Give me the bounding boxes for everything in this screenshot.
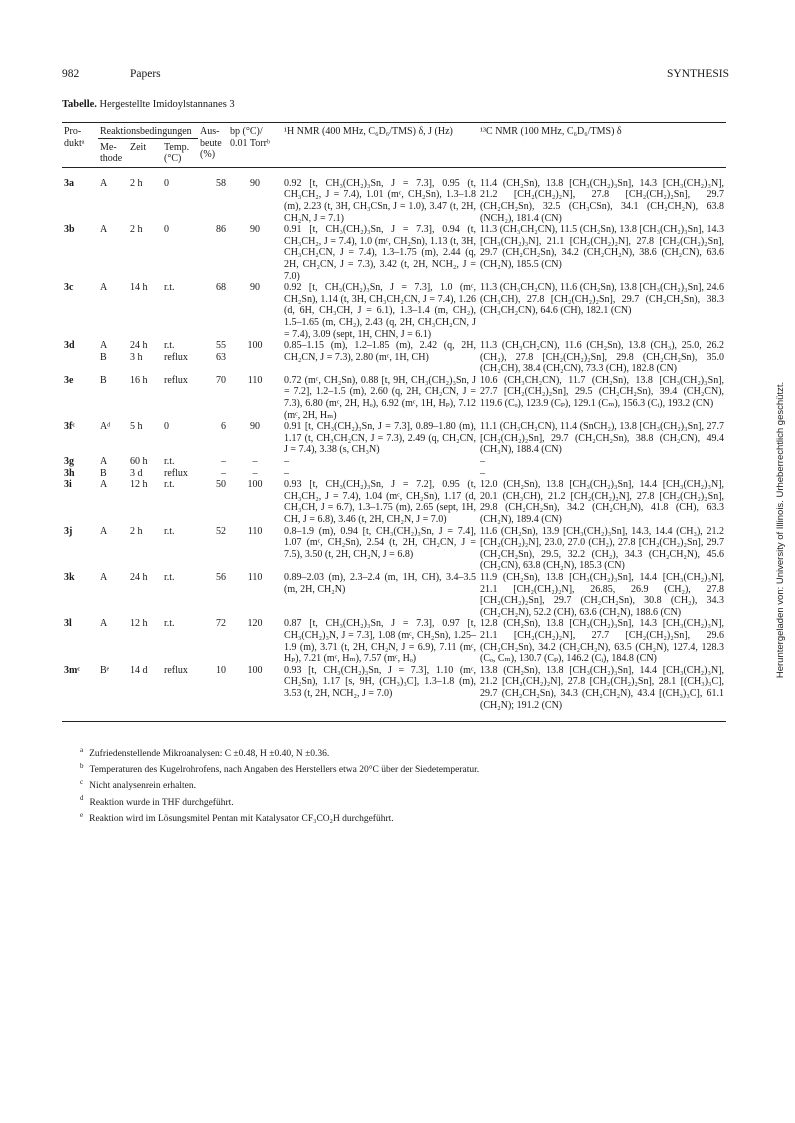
h-nmr-cell: 0.91 [t, CH₃(CH₂)₃Sn, J = 7.3], 0.89–1.80 (m), 1.17 (t, CH₃CH₂CN, J = 7.3), 2.49 (q, CH₂CN, J = 7.4), 3.38 (s, CH₃N) xyxy=(284,421,477,456)
c-nmr-cell: 11.3 (CH₃CH₂CN), 11.6 (CH₂Sn), 13.8 [CH₃(CH₂)₃Sn], 24.6 (CH₃CH), 27.8 [CH₂(CH₂)₂Sn], 29.7 (CH₂CH₂Sn), 38.3 (CH₃CH₂CN), 64.6 (CH), 182.1 (CN) xyxy=(480,282,725,317)
temp-cell: r.t. xyxy=(164,618,175,630)
ausbeute-cell: 68 xyxy=(216,282,227,294)
produkt-cell: 3e xyxy=(64,374,74,386)
footnotes xyxy=(80,744,479,825)
c-nmr-cell: 12.0 (CH₂Sn), 13.8 [CH₃(CH₂)₃Sn], 14.4 [CH₃(CH₂)₃N], 20.1 (CH₃CH), 21.2 [CH₂(CH₂)₂N], 27.8 [CH₂(CH₂)₂Sn], 29.8 (CH₂CH₂Sn), 34.2 (CH₂CH₂N), 41.8 (CH), 63.3 (CH₂N), 189.4 (CN) xyxy=(480,479,725,525)
bp-cell: 90 xyxy=(250,224,261,236)
journal-title: SYNTHESIS xyxy=(667,68,729,80)
footnote xyxy=(80,792,479,808)
h-nmr-cell: 0.92 [t, CH₃(CH₂)₃Sn, J = 7.3], 0.95 (t, CH₃CH₂, J = 7.4), 1.01 (mᶜ, CH₂Sn), 1.3–1.8 (m), 2.23 (t, 3H, CH₃CSn, J = 1.0), 3.47 (t, 2H, CH₂N, J = 7.1) xyxy=(284,177,477,224)
footnote-text: Reaktion wurde in THF durchgeführt. xyxy=(89,797,234,808)
temp-cell: r.t. xyxy=(164,525,175,537)
bp-cell: – xyxy=(252,456,258,468)
h-nmr-cell: 0.72 (mᶜ, CH₂Sn), 0.88 [t, 9H, CH₃(CH₂)₃Sn, J = 7.2], 1.2–1.5 (m), 2.60 (q, 2H, CH₂CN, J = 7.3), 6.80 (mᶜ, 2H, Hₒ), 6.92 (mᶜ, 1H, Hₚ), 7.12 (mᶜ, 2H, Hₘ) xyxy=(284,374,477,421)
methode-cell: A xyxy=(100,282,108,294)
ausbeute-cell: 6 xyxy=(221,421,227,433)
footnote-mark: e xyxy=(80,810,84,819)
temp-cell: 0 xyxy=(164,421,169,433)
zeit-cell: 16 h xyxy=(130,374,148,386)
produkt-cell: 3mᶜ xyxy=(64,664,80,676)
h-nmr-cell: 0.87 [t, CH₃(CH₂)₃Sn, J = 7.3], 0.97 [t, CH₃(CH₂)₃N, J = 7.3], 1.08 (mᶜ, CH₂Sn), 1.25–1.9 (m), 3.71 (t, 2H, CH₂N, J = 6.9), 7.11 (mᶜ, Hₚ), 7.21 (mᶜ, Hₘ), 7.57 (mᶜ, Hₒ) xyxy=(284,618,477,665)
bp-cell: 110 xyxy=(247,571,263,583)
ausbeute-cell: 86 xyxy=(216,224,227,236)
ausbeute-cell: 72 xyxy=(216,618,227,630)
zeit-cell: 2 h xyxy=(130,177,143,189)
methode-cell: A B xyxy=(100,340,108,363)
zeit-cell: 24 h 3 h xyxy=(130,340,148,363)
footnote-mark: b xyxy=(80,762,84,771)
methode-cell: Bᵉ xyxy=(100,664,110,676)
header-bp: bp (°C)/ 0.01 Torrᵇ xyxy=(228,123,282,165)
table-row xyxy=(62,167,726,224)
table-row xyxy=(62,282,726,340)
zeit-cell: 3 d xyxy=(130,467,143,479)
produkt-cell: 3c xyxy=(64,282,74,294)
table-row xyxy=(62,340,726,375)
footnote-mark: d xyxy=(80,794,84,803)
bp-cell: 100 xyxy=(247,664,263,676)
produkt-cell: 3h xyxy=(64,467,75,479)
h-nmr-cell: 0.85–1.15 (m), 1.2–1.85 (m), 2.42 (q, 2H, CH₂CN, J = 7.3), 2.80 (mᶜ, 1H, CH) xyxy=(284,340,477,363)
footnote-text: Zufriedenstellende Mikroanalysen: C ±0.48, H ±0.40, N ±0.36. xyxy=(89,749,330,760)
table-row xyxy=(62,526,726,572)
footnote xyxy=(80,776,479,792)
bp-cell: 90 xyxy=(250,177,261,189)
ausbeute-cell: 50 xyxy=(216,479,227,491)
c-nmr-cell: 11.1 (CH₃CH₂CN), 11.4 (SnCH₂), 13.8 [CH₃(CH₂)₃Sn], 27.7 [CH₂(CH₂)₂Sn], 29.7 (CH₂CH₂Sn), 38.8 (CH₂CN), 49.4 (CH₃N), 188.4 (CN) xyxy=(480,421,725,456)
temp-cell: r.t. reflux xyxy=(164,340,188,363)
zeit-cell: 14 d xyxy=(130,664,148,676)
header-temp: Temp. (°C) xyxy=(164,141,190,165)
bp-cell: 110 xyxy=(247,525,263,537)
header-ausbeute: Aus-beute (%) xyxy=(198,123,228,165)
bp-cell: 110 xyxy=(247,374,263,386)
c-nmr-cell: 12.8 (CH₂Sn), 13.8 [CH₃(CH₂)₃Sn], 14.3 [CH₃(CH₂)₃N], 21.1 [CH₂(CH₂)₂N], 27.7 [CH₂(CH₂)₂Sn], 29.6 (CH₂CH₂Sn), 34.2 (CH₂CH₂N), 63.5 (CH₂N), 127.4, 128.3 (Cₒ, Cₘ), 130.7 (Cₚ), 146.2 (Cᵢ), 184.8 (CN) xyxy=(480,618,725,665)
caption-label: Tabelle. xyxy=(62,99,97,110)
footnote xyxy=(80,760,479,776)
c-nmr-cell: 11.4 (CH₂Sn), 13.8 [CH₃(CH₂)₃Sn], 14.3 [CH₃(CH₂)₃N], 21.2 [CH₂(CH₂)₂N], 27.8 [CH₂(CH₂)₂Sn], 29.7 (CH₂CH₂Sn), 32.5 (CH₃CSn), 34.1 (CH₂CH₂N), 63.8 (NCH₂), 181.4 (CN) xyxy=(480,177,725,224)
footnote xyxy=(80,809,479,825)
produkt-cell: 3j xyxy=(64,525,73,537)
bp-cell: 120 xyxy=(247,618,263,630)
temp-cell: r.t. xyxy=(164,456,175,468)
table-row xyxy=(62,421,726,456)
c-nmr-cell: 11.9 (CH₂Sn), 13.8 [CH₃(CH₂)₃Sn], 14.4 [CH₃(CH₂)₃N], 21.1 [CH₂(CH₂)₂N], 26.85, 26.9 (CH₂), 27.8 [CH₂(CH₂)₂Sn], 29.7 (CH₂CH₂Sn), 30.8 (CH₂), 34.3 (CH₂CH₂N), 52.2 (CH), 63.6 (CH₂N), 188.6 (CN) xyxy=(480,571,725,618)
zeit-cell: 2 h xyxy=(130,525,143,537)
footnote-text: Nicht analysenrein erhalten. xyxy=(89,781,196,792)
produkt-cell: 3d xyxy=(64,340,75,352)
footnote-text: Temperaturen des Kugelrohrofens, nach Angaben des Herstellers etwa 20°C über der Siedetemperatur. xyxy=(89,765,480,776)
c-nmr-cell: 11.3 (CH₃CH₂CN), 11.6 (CH₂Sn), 13.8 (CH₃), 25.0, 26.2 (CH₂), 27.8 [CH₂(CH₂)₂Sn], 29.8 (CH₂CH₂Sn), 35.0 (CH₂CH), 38.4 (CH₂CN), 73.3 (CH), 182.8 (CN) xyxy=(480,340,725,375)
download-notice-text: Heruntergeladen von: University of Illinois. Urheberrechtlich geschützt. xyxy=(775,381,786,679)
zeit-cell: 14 h xyxy=(130,282,148,294)
methode-cell: A xyxy=(100,177,108,189)
bp-cell: 100 xyxy=(247,340,263,352)
h-nmr-cell: 0.91 [t, CH₃(CH₂)₃Sn, J = 7.3], 0.94 (t, CH₃CH₂, J = 7.4), 1.0 (mᶜ, CH₂Sn), 1.13 (t, 3H, CH₃CH₂CN, J = 7.4), 1.3–1.75 (m), 2.44 (q, 2H, CH₂CN, J = 7.3), 3.42 (t, 2H, NCH₂, J = 7.0) xyxy=(284,224,477,282)
table-row xyxy=(62,572,726,618)
table-caption xyxy=(62,99,235,110)
h-nmr-cell: 0.93 [t, CH₃(CH₂)₃Sn, J = 7.3], 1.10 (mᶜ, CH₂Sn), 1.17 [s, 9H, (CH₃)₃C], 1.3–1.8 (m), 3.53 (t, 2H, NCH₂, J = 7.0) xyxy=(284,664,477,699)
bp-cell: 90 xyxy=(250,421,261,433)
h-nmr-cell: 0.92 [t, CH₃(CH₂)₃Sn, J = 7.3], 1.0 (mᶜ, CH₂Sn), 1.14 (t, 3H, CH₃CH₂CN, J = 7.4), 1.26 (d, 6H, CH₃CH, J = 6.1), 1.3–1.4 (m, CH₂), 1.5–1.65 (m, CH₂), 2.43 (q, 2H, CH₃CH₂CN, J = 7.4), 3.09 (sept, 1H, CHN, J = 6.1) xyxy=(284,282,477,340)
temp-cell: reflux xyxy=(164,374,188,386)
c-nmr-cell: 11.3 (CH₃CH₂CN), 11.5 (CH₂Sn), 13.8 [CH₃(CH₂)₃Sn], 14.3 [CH₃(CH₂)₃N], 21.1 [CH₂(CH₂)₂N], 27.8 [CH₂(CH₂)₂Sn], 29.7 (CH₂CH₂Sn), 34.2 (CH₂CH₂N), 38.6 (CH₂CN), 63.6 (CH₂N), 185.5 (CN) xyxy=(480,224,725,270)
produkt-cell: 3g xyxy=(64,456,74,468)
ausbeute-cell: – xyxy=(221,467,227,479)
produkt-cell: 3k xyxy=(64,571,75,583)
h-nmr-cell: – xyxy=(284,467,290,479)
header-h-nmr: ¹H NMR (400 MHz, C₆D₆/TMS) δ, J (Hz) xyxy=(282,123,478,165)
methode-cell: B xyxy=(100,374,107,386)
temp-cell: 0 xyxy=(164,224,169,236)
ausbeute-cell: 58 xyxy=(216,177,227,189)
h-nmr-cell: 0.93 [t, CH₃(CH₂)₃Sn, J = 7.2], 0.95 (t, CH₃CH₂, J = 7.4), 1.04 (mᶜ, CH₂Sn), 1.17 (d, CH₃CH, J = 6.7), 1.3–1.75 (m), 2.65 (sept, 1H, CH, J = 6.8), 3.46 (t, 2H, CH₂N, J = 7.0) xyxy=(284,479,477,525)
ausbeute-cell: 56 xyxy=(216,571,227,583)
methode-cell: A xyxy=(100,571,108,583)
h-nmr-cell: 0.8–1.9 (m), 0.94 [t, CH₃(CH₂)₃Sn, J = 7.4], 1.07 (mᶜ, CH₂Sn), 2.54 (t, 2H, CH₂CN, J = 7.5), 3.50 (t, 2H, CH₂N, J = 6.8) xyxy=(284,525,477,560)
footnote-mark: c xyxy=(80,778,84,787)
methode-cell: A xyxy=(100,618,108,630)
zeit-cell: 12 h xyxy=(130,618,148,630)
table-row xyxy=(62,665,726,711)
footnote-text: Reaktion wird im Lösungsmitel Pentan mit Katalysator CF₃CO₂H durchgeführt. xyxy=(89,813,394,824)
footnote xyxy=(80,744,479,760)
table-row xyxy=(62,468,726,480)
methode-cell: A xyxy=(100,224,108,236)
header-produkt: Pro-duktᵃ xyxy=(62,123,98,165)
table-row xyxy=(62,618,726,664)
zeit-cell: 2 h xyxy=(130,224,143,236)
produkt-cell: 3l xyxy=(64,618,72,630)
h-nmr-cell: – xyxy=(284,456,290,468)
produkt-cell: 3b xyxy=(64,224,75,236)
temp-cell: r.t. xyxy=(164,282,175,294)
methode-cell: B xyxy=(100,467,107,479)
header-zeit: Zeit xyxy=(130,141,147,153)
header-bedingungen: Reaktionsbedingungen xyxy=(98,123,198,139)
methode-cell: A xyxy=(100,525,108,537)
temp-cell: r.t. xyxy=(164,479,175,491)
c-nmr-cell: 13.8 (CH₂Sn), 13.8 [CH₃(CH₂)₃Sn], 14.4 [CH₃(CH₂)₃N], 21.2 [CH₂(CH₂)₂N], 27.8 [CH₂(CH₂)₂Sn], 28.1 [(CH₃)₃C], 29.7 (CH₂CH₂Sn), 34.3 (CH₂CH₂N), 43.4 [(CH₃)₃C], 61.1 (CH₂N); 191.2 (CN) xyxy=(480,664,725,711)
c-nmr-cell: 11.6 (CH₂Sn), 13.9 [CH₃(CH₂)₃Sn], 14.3, 14.4 (CH₃), 21.2 [CH₂(CH₂)₂N], 23.0, 27.0 (CH₂), 27.8 [CH₂(CH₂)₂Sn], 29.7 (CH₂CH₂Sn), 29.5, 32.2 (CH₂), 34.3 (CH₂CH₂N), 45.6 (CH₂CN), 63.8 (CH₂N), 185.3 (CN) xyxy=(480,525,725,572)
header-methode: Me-thode xyxy=(100,141,123,165)
produkt-cell: 3i xyxy=(64,479,72,491)
zeit-cell: 24 h xyxy=(130,571,148,583)
table-row xyxy=(62,224,726,282)
header-c-nmr: ¹³C NMR (100 MHz, C₆D₆/TMS) δ xyxy=(478,123,726,165)
methode-cell: Aᵈ xyxy=(100,421,111,433)
ausbeute-cell: 70 xyxy=(216,374,227,386)
temp-cell: reflux xyxy=(164,664,188,676)
imidoylstannane-table xyxy=(62,122,726,722)
table-body xyxy=(62,167,726,711)
page-number: 982 xyxy=(62,68,80,80)
h-nmr-cell: 0.89–2.03 (m), 2.3–2.4 (m, 1H, CH), 3.4–3.5 (m, 2H, CH₂N) xyxy=(284,571,477,595)
zeit-cell: 60 h xyxy=(130,456,148,468)
bp-cell: – xyxy=(252,467,258,479)
methode-cell: A xyxy=(100,479,108,491)
bp-cell: 100 xyxy=(247,479,263,491)
journal-section: Papers xyxy=(130,68,161,80)
zeit-cell: 12 h xyxy=(130,479,148,491)
temp-cell: reflux xyxy=(164,467,188,479)
c-nmr-cell: 10.6 (CH₃CH₂CN), 11.7 (CH₂Sn), 13.8 [CH₃(CH₂)₃Sn], 27.7 [CH₂(CH₂)₂Sn], 29.5 (CH₂CH₂Sn), 39.4 (CH₂CN), 119.6 (Cₒ), 123.9 (Cₚ), 129.1 (Cₘ), 156.3 (Cᵢ), 193.2 (CN) xyxy=(480,374,725,410)
ausbeute-cell: – xyxy=(221,456,227,468)
ausbeute-cell: 52 xyxy=(216,525,227,537)
zeit-cell: 5 h xyxy=(130,421,143,433)
download-notice xyxy=(775,340,789,720)
bp-cell: 90 xyxy=(250,282,261,294)
c-nmr-cell: – xyxy=(480,456,486,468)
methode-cell: A xyxy=(100,456,108,468)
ausbeute-cell: 55 63 xyxy=(216,340,227,363)
ausbeute-cell: 10 xyxy=(216,664,227,676)
c-nmr-cell: – xyxy=(480,467,486,479)
table-row xyxy=(62,479,726,525)
table-row xyxy=(62,456,726,468)
table-row xyxy=(62,375,726,421)
footnote-mark: a xyxy=(80,746,84,754)
produkt-cell: 3fᶜ xyxy=(64,421,75,433)
caption-text: Hergestellte Imidoylstannanes 3 xyxy=(99,99,235,110)
temp-cell: r.t. xyxy=(164,571,175,583)
temp-cell: 0 xyxy=(164,177,169,189)
produkt-cell: 3a xyxy=(64,177,74,189)
